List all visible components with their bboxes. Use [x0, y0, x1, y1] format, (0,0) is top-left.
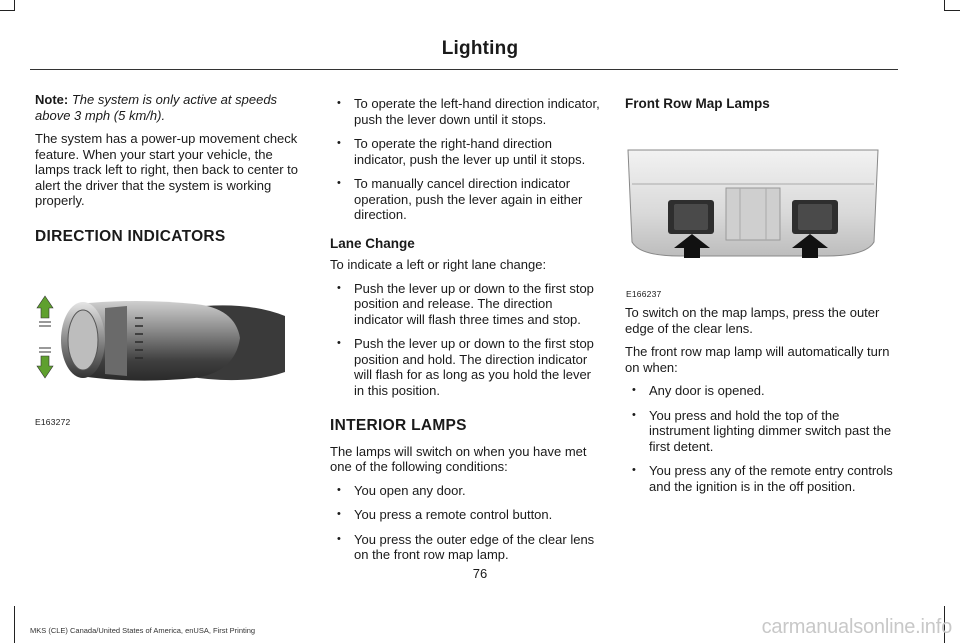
crop-mark — [0, 10, 14, 11]
list-item: • You open any door. — [330, 483, 602, 499]
figure-code: E166237 — [626, 289, 662, 299]
column-middle — [330, 96, 602, 572]
footer-text: MKS (CLE) Canada/United States of America, enUSA, First Printing — [30, 626, 256, 635]
list-item: • Push the lever up or down to the first stop position and release. The direction indicator will flash three times and stop. — [330, 281, 602, 328]
watermark: carmanualsonline.info — [761, 616, 952, 638]
front-row-map-lamps-figure — [626, 146, 880, 299]
subheading-lane-change: Lane Change — [330, 235, 415, 251]
note-label: Note: — [35, 92, 69, 107]
paragraph: To indicate a left or right lane change: — [330, 257, 547, 272]
paragraph: The system has a power-up movement check feature. When your start your vehicle, the lamps track left to right, then back to center to alert the driver that the system is working properly. — [35, 131, 299, 208]
page-title: Lighting — [441, 38, 519, 59]
figure-code: E163272 — [35, 417, 71, 427]
indicator-lever-illustration — [35, 290, 290, 410]
paragraph: To switch on the map lamps, press the outer edge of the clear lens. — [625, 305, 880, 336]
map-lamp-illustration — [626, 146, 880, 264]
column-right-text — [625, 305, 897, 503]
section-heading-interior-lamps: INTERIOR LAMPS — [330, 417, 467, 434]
section-heading-direction-indicators: DIRECTION INDICATORS — [35, 227, 226, 245]
crop-mark — [14, 0, 15, 11]
note — [35, 92, 305, 123]
list-item: • Any door is opened. — [625, 383, 897, 399]
bullet-list — [330, 281, 602, 399]
list-item: • To manually cancel direction indicator operation, push the lever again in either direction. — [330, 176, 602, 223]
list-item: • To operate the left-hand direction indicator, push the lever down until it stops. — [330, 96, 602, 127]
crop-mark — [944, 10, 960, 11]
bullet-list — [330, 483, 602, 563]
crop-mark — [14, 606, 15, 643]
page-number: 76 — [472, 566, 488, 581]
column-right — [625, 96, 897, 112]
crop-mark — [944, 0, 945, 11]
paragraph: The front row map lamp will automatically turn on when: — [625, 344, 890, 375]
list-item: • You press and hold the top of the instrument lighting dimmer switch past the first detent. — [625, 408, 897, 455]
list-item: • You press the outer edge of the clear lens on the front row map lamp. — [330, 532, 602, 563]
list-item: • To operate the right-hand direction indicator, push the lever up until it stops. — [330, 136, 602, 167]
header-divider — [30, 69, 898, 70]
direction-indicator-lever-figure — [35, 290, 290, 430]
column-left — [35, 92, 305, 244]
note-text: The system is only active at speeds above 3 mph (5 km/h). — [35, 92, 278, 123]
paragraph: The lamps will switch on when you have met one of the following conditions: — [330, 443, 587, 474]
bullet-list — [330, 96, 602, 223]
list-item: • You press any of the remote entry controls and the ignition is in the off position. — [625, 463, 897, 494]
bullet-list — [625, 383, 897, 494]
subheading-front-row-map-lamps: Front Row Map Lamps — [625, 96, 770, 111]
list-item: • You press a remote control button. — [330, 507, 602, 523]
list-item: • Push the lever up or down to the first stop position and hold. The direction indicator will flash for as long as you hold the lever in this position. — [330, 336, 602, 398]
